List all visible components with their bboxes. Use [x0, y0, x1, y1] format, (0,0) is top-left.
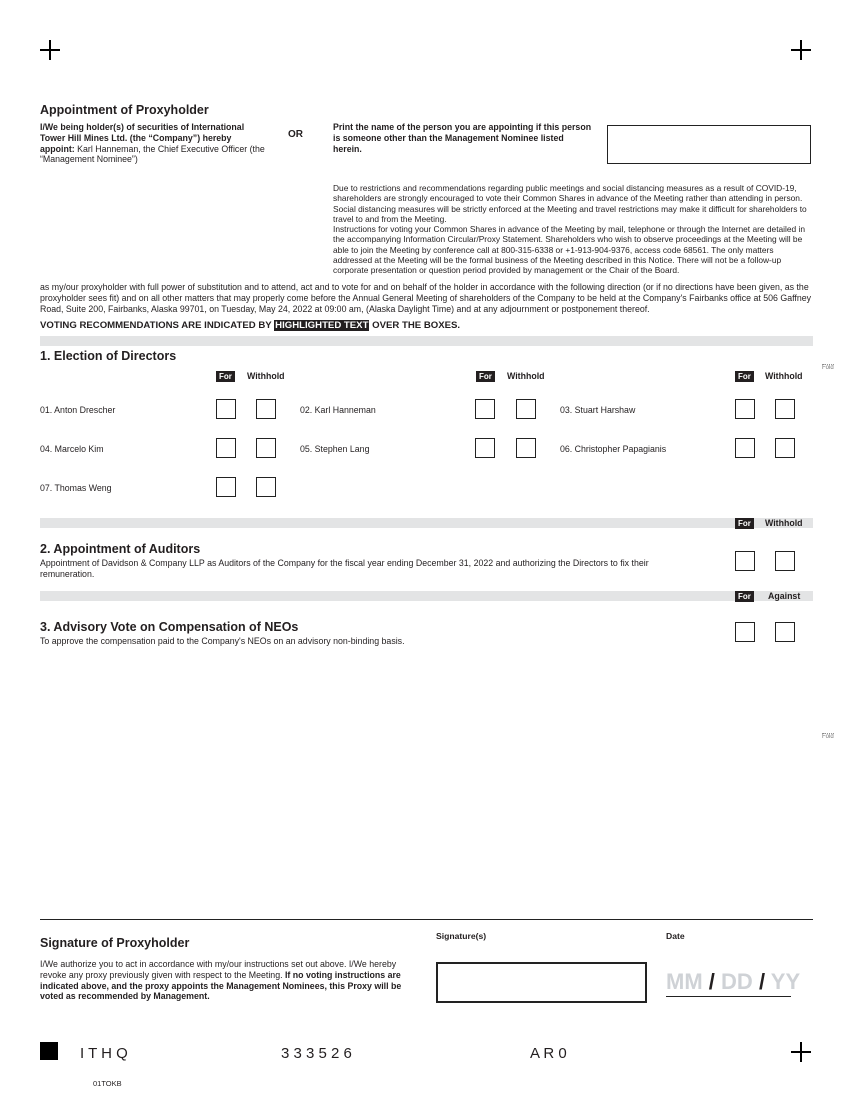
nominee-name: 07. Thomas Weng — [40, 483, 112, 493]
withhold-checkbox[interactable] — [256, 477, 276, 497]
against-header: Against — [768, 591, 801, 601]
for-header: For — [216, 371, 235, 382]
withhold-header: Withhold — [507, 371, 545, 381]
for-checkbox[interactable] — [216, 477, 236, 497]
withhold-header: Withhold — [247, 371, 285, 381]
section-divider — [40, 518, 813, 528]
for-checkbox[interactable] — [475, 399, 495, 419]
nominee-name: 04. Marcelo Kim — [40, 444, 104, 454]
date-month: MM — [666, 969, 703, 994]
appointment-title: Appointment of Proxyholder — [40, 103, 209, 117]
crop-mark-bottom-right — [791, 1042, 811, 1062]
withhold-checkbox[interactable] — [256, 438, 276, 458]
for-header: For — [735, 591, 754, 602]
for-checkbox[interactable] — [735, 399, 755, 419]
nominee-name: 05. Stephen Lang — [300, 444, 370, 454]
voting-instructions-notice: Instructions for voting your Common Shares in advance of the Meeting by mail, telephone or through the Internet are detailed in the accompanying Information Circular/Proxy Statement. Shareholders who wish to observe proceedings at the Meeting will be able to join the Meeting by conference call at 800-315-6338 or +1-913-904-9376, access code 68561. The only matters addressed at the Meeting will be the formal business of the Meeting described in this Notice. There will not be a follow-up corporate presentation or question period provided by management or the Chair of the Board. — [333, 224, 806, 276]
nominee-name: 06. Christopher Papagianis — [560, 444, 667, 454]
date-year: YY — [770, 969, 801, 994]
date-field[interactable]: MM / DD / YY — [666, 968, 791, 997]
proxy-authority-text: as my/our proxyholder with full power of substitution and to attend, act and to vote for and on behalf of the holder in accordance with the following direction (or if no directions have been given, as the proxyholder sees fit) and on all other matters that may properly come before the Annual General Meeting of shareholders of the Company to be held at the Company's Fairbanks office at 506 Gaffney Road, Suite 200, Fairbanks, Alaska 99701, on Tuesday, May 24, 2022 at 09:00 am, (Alaska Daylight Time) and at any adjournment or postponement thereof. — [40, 282, 812, 314]
for-checkbox[interactable] — [735, 551, 755, 571]
withhold-checkbox[interactable] — [256, 399, 276, 419]
signature-divider — [40, 919, 813, 920]
section-divider — [40, 336, 813, 346]
crop-mark-top-left — [40, 40, 60, 60]
signature-title: Signature of Proxyholder — [40, 936, 190, 950]
crop-mark-top-right — [791, 40, 811, 60]
for-header: For — [735, 371, 754, 382]
withhold-header: Withhold — [765, 518, 803, 528]
for-header: For — [476, 371, 495, 382]
withhold-checkbox[interactable] — [775, 551, 795, 571]
voting-recommendations-note: VOTING RECOMMENDATIONS ARE INDICATED BY HIGHLIGHTED TEXT OVER THE BOXES. — [40, 320, 461, 331]
auditors-text: Appointment of Davidson & Company LLP as Auditors of the Company for the fiscal year ending December 31, 2022 and authorizing the Directors to fix their remuneration. — [40, 558, 649, 579]
date-label: Date — [666, 931, 685, 941]
fold-mark: Fold — [822, 734, 834, 740]
registration-square — [40, 1042, 58, 1060]
for-checkbox[interactable] — [735, 438, 755, 458]
for-checkbox[interactable] — [735, 622, 755, 642]
advisory-title: 3. Advisory Vote on Compensation of NEOs — [40, 620, 299, 634]
footer-code-3: A R 0 — [530, 1045, 567, 1062]
withhold-header: Withhold — [765, 371, 803, 381]
signature-authorization-text: I/We authorize you to act in accordance with my/our instructions set out above. I/We hereby revoke any proxy previously given with respect to the Meeting. If no voting instructions are indicated above, and the proxy appoints the Management Nominees, this Proxy will be voted as recommended by Management. — [40, 959, 402, 1002]
withhold-checkbox[interactable] — [775, 399, 795, 419]
appointee-name-field[interactable] — [607, 125, 811, 164]
print-name-text: Print the name of the person you are appointing if this person is someone other than the Management Nominee listed herein. — [333, 122, 592, 154]
withhold-checkbox[interactable] — [516, 438, 536, 458]
nominee-name: 01. Anton Drescher — [40, 405, 116, 415]
signature-field[interactable] — [436, 962, 647, 1003]
election-title: 1. Election of Directors — [40, 349, 177, 363]
auditors-title: 2. Appointment of Auditors — [40, 542, 201, 556]
withhold-checkbox[interactable] — [516, 399, 536, 419]
for-checkbox[interactable] — [475, 438, 495, 458]
appointment-holder-text: I/We being holder(s) of securities of International Tower Hill Mines Ltd. (the “Company”) hereby appoint: Karl Hanneman, the Chief Executive Officer (the “Management Nominee”) — [40, 122, 265, 165]
advisory-text: To approve the compensation paid to the Company's NEOs on an advisory non-binding basis. — [40, 636, 405, 646]
nominee-name: 03. Stuart Harshaw — [560, 405, 636, 415]
signature-label: Signature(s) — [436, 931, 487, 941]
nominee-name: 02. Karl Hanneman — [300, 405, 376, 415]
footer-code-1: I T H Q — [80, 1045, 128, 1062]
for-checkbox[interactable] — [216, 399, 236, 419]
fold-mark: Fold — [822, 365, 834, 371]
or-label: OR — [288, 129, 303, 140]
for-header: For — [735, 518, 754, 529]
section-divider — [40, 591, 813, 601]
footer-code-2: 3 3 3 5 2 6 — [281, 1045, 352, 1062]
withhold-checkbox[interactable] — [775, 438, 795, 458]
highlighted-text-sample: HIGHLIGHTED TEXT — [275, 320, 369, 331]
date-day: DD — [721, 969, 753, 994]
for-checkbox[interactable] — [216, 438, 236, 458]
against-checkbox[interactable] — [775, 622, 795, 642]
covid-notice: Due to restrictions and recommendations regarding public meetings and social distancing measures as a result of COVID-19, shareholders are strongly encouraged to vote their Common Shares in advance of the Meeting rather than attending in person. Social distancing measures will be strictly enforced at the Meeting and travel restrictions may make it difficult for shareholders to travel to and from the Meeting. — [333, 183, 807, 224]
form-code: 01TOKB — [93, 1079, 122, 1088]
